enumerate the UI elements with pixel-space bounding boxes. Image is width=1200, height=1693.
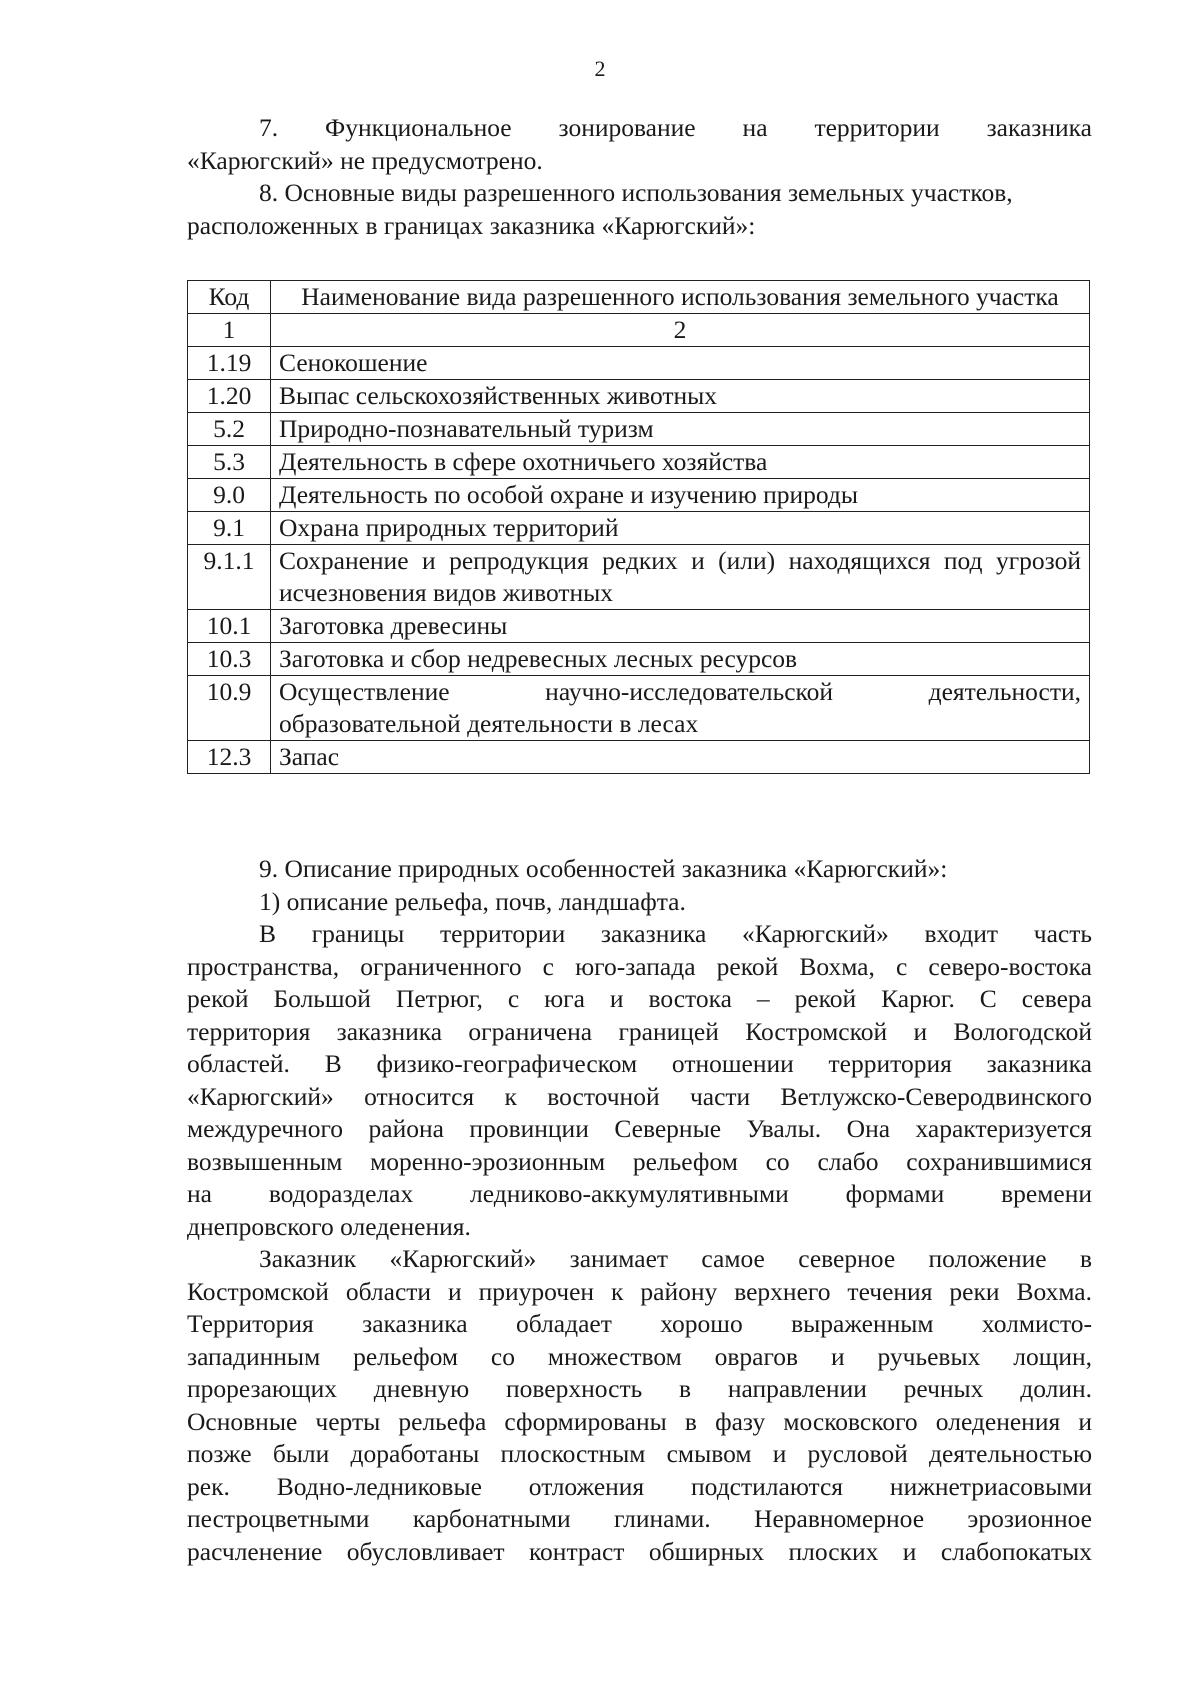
column-number-2: 2 xyxy=(271,314,1090,347)
column-number-row xyxy=(188,314,1090,347)
row-name: Запас xyxy=(271,741,1090,774)
table-row xyxy=(188,446,1090,479)
land-use-table xyxy=(187,280,1090,774)
item8-line2: расположенных в границах заказника «Карюгский»: xyxy=(187,210,756,240)
row-code: 1.20 xyxy=(188,380,271,413)
paragraph-line: территория заказника ограничена границей Костромской и Вологодской xyxy=(187,1016,1092,1046)
paragraph-line: позже были доработаны плоскостным смывом и русловой деятельностью xyxy=(187,1439,1092,1468)
table-row xyxy=(188,380,1090,413)
paragraph-line: западинным рельефом со множеством оврагов и ручьевых лощин, xyxy=(187,1341,1092,1371)
table-row xyxy=(188,413,1090,446)
table-row xyxy=(188,676,1090,741)
paragraph-line: расчленение обусловливает контраст обширных плоских и слабопокатых xyxy=(187,1536,1092,1566)
row-code: 10.1 xyxy=(188,610,271,643)
row-code: 10.3 xyxy=(188,643,271,676)
row-name: Осуществление научно-исследовательской деятельности, образовательной деятельности в лесах xyxy=(271,676,1090,741)
row-name: Заготовка древесины xyxy=(271,610,1090,643)
row-name: Охрана природных территорий xyxy=(271,512,1090,545)
item7-word: территории xyxy=(814,113,940,142)
document-body xyxy=(187,112,1092,242)
item8-line1: 8. Основные виды разрешенного использования земельных участков, xyxy=(259,178,1013,207)
paragraph-line: рек. Водно-ледниковые отложения подстилаются нижнетриасовыми xyxy=(187,1471,1092,1501)
row-name: Природно-познавательный туризм xyxy=(271,413,1090,446)
table-row xyxy=(188,545,1090,610)
row-code: 9.0 xyxy=(188,479,271,512)
paragraph-line: Основные черты рельефа сформированы в фазу московского оледенения и xyxy=(187,1406,1092,1436)
paragraph-line: В границы территории заказника «Карюгский» входит часть xyxy=(259,919,1092,948)
page-number: 2 xyxy=(594,56,606,81)
paragraph-line: «Карюгский» относится к восточной части Ветлужско-Северодвинского xyxy=(187,1081,1092,1111)
table-row xyxy=(188,741,1090,774)
paragraph-line: прорезающих дневную поверхность в направлении речных долин. xyxy=(187,1374,1092,1403)
row-name: Сенокошение xyxy=(271,347,1090,380)
paragraph-line: на водоразделах ледниково-аккумулятивными формами времени xyxy=(187,1179,1092,1208)
item7-word: 7. xyxy=(259,113,279,142)
paragraph-line: Заказник «Карюгский» занимает самое северное положение в xyxy=(259,1244,1092,1273)
paragraph-2 xyxy=(187,1243,1092,1568)
table-row xyxy=(188,479,1090,512)
paragraph-line: пространства, ограниченного с юго-запада рекой Вохма, с северо-востока xyxy=(187,951,1092,981)
paragraph-1 xyxy=(187,918,1092,1243)
header-code: Код xyxy=(188,281,271,314)
row-name: Сохранение и репродукция редких и (или) находящихся под угрозой исчезновения видов животных xyxy=(271,545,1090,610)
row-name: Деятельность в сфере охотничьего хозяйства xyxy=(271,446,1090,479)
row-code: 9.1.1 xyxy=(188,545,271,610)
row-code: 1.19 xyxy=(188,347,271,380)
paragraph-line: рекой Большой Петрюг, с юга и востока – рекой Карюг. С севера xyxy=(187,984,1092,1013)
section-9-title: 9. Описание природных особенностей заказника «Карюгский»: xyxy=(259,854,948,883)
table-row xyxy=(188,347,1090,380)
paragraph-line: Костромской области и приурочен к району верхнего течения реки Вохма. xyxy=(187,1276,1092,1306)
row-name: Деятельность по особой охране и изучению природы xyxy=(271,479,1090,512)
item7-word: Функциональное xyxy=(325,113,512,142)
item7-word: на xyxy=(742,113,768,142)
row-code: 10.9 xyxy=(188,676,271,741)
table-header-row xyxy=(188,281,1090,314)
row-name: Выпас сельскохозяйственных животных xyxy=(271,380,1090,413)
table-row xyxy=(188,610,1090,643)
row-code: 5.2 xyxy=(188,413,271,446)
row-code: 5.3 xyxy=(188,446,271,479)
row-code: 9.1 xyxy=(188,512,271,545)
section-9 xyxy=(187,853,1092,1568)
paragraph-line: областей. В физико-географическом отношении территория заказника xyxy=(187,1049,1092,1078)
item7-line1 xyxy=(187,112,1092,145)
row-name: Заготовка и сбор недревесных лесных ресурсов xyxy=(271,643,1090,676)
paragraph-line: пестроцветными карбонатными глинами. Неравномерное эрозионное xyxy=(187,1504,1092,1533)
paragraph-line: Территория заказника обладает хорошо выраженным холмисто- xyxy=(187,1309,1092,1338)
table-row xyxy=(188,643,1090,676)
item7-word: заказника xyxy=(986,113,1092,142)
paragraph-line: днепровского оледенения. xyxy=(187,1211,471,1241)
item7-word: зонирование xyxy=(558,113,696,142)
item7-line2: «Карюгский» не предусмотрено. xyxy=(187,145,543,175)
section-9-subtitle: 1) описание рельефа, почв, ландшафта. xyxy=(259,886,686,916)
table-row xyxy=(188,512,1090,545)
paragraph-line: междуречного района провинции Северные Увалы. Она характеризуется xyxy=(187,1114,1092,1143)
row-code: 12.3 xyxy=(188,741,271,774)
paragraph-line: возвышенным моренно-эрозионным рельефом со слабо сохранившимися xyxy=(187,1146,1092,1176)
column-number-1: 1 xyxy=(188,314,271,347)
header-name: Наименование вида разрешенного использования земельного участка xyxy=(271,281,1090,314)
